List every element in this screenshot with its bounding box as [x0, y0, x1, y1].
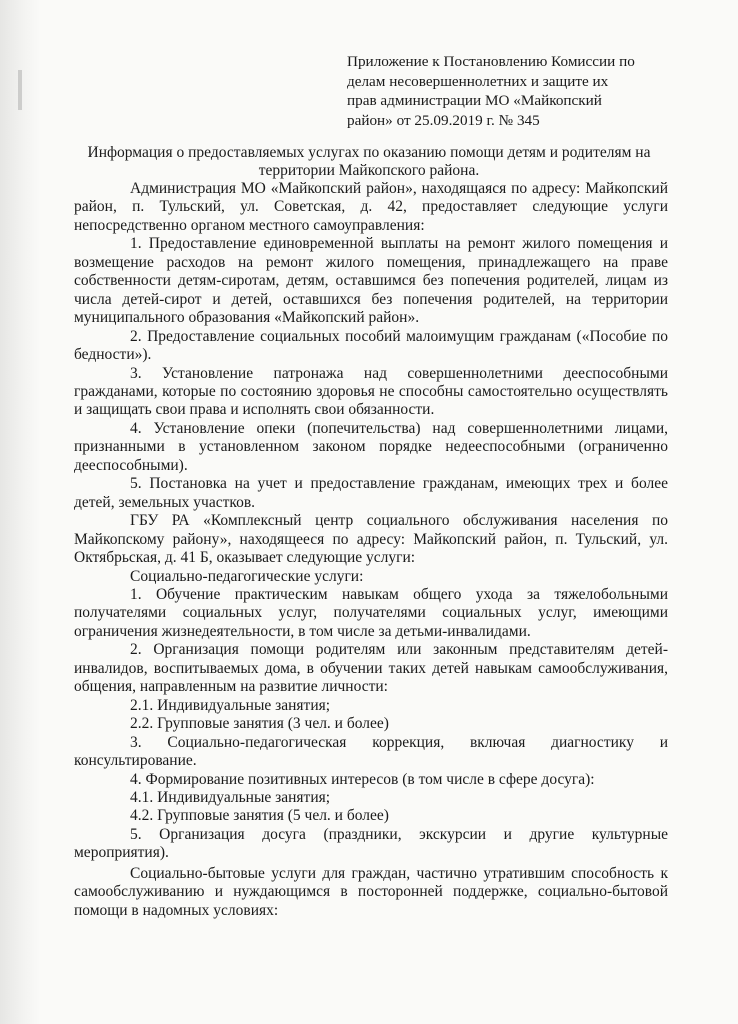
admin-item-4: 4. Установление опеки (попечительства) над совершеннолетними лицами, признанными в установленном законом порядке недееспособными (ограниченно дееспособными). [74, 419, 668, 474]
ped-item-4: 4. Формирование позитивных интересов (в том числе в сфере досуга): [130, 770, 595, 788]
household-services-intro: Социально-бытовые услуги для граждан, частично утратившим способность к самообслуживанию и нуждающимся в посторонней поддержке, социально-бытовой помощи в надомных условиях: [74, 864, 668, 919]
document-title: Информация о предоставляемых услугах по оказанию помощи детям и родителям на территории Майкопского района. [87, 144, 651, 179]
ped-item-3: 3. Социально-педагогическая коррекция, включая диагностику и консультирование. [74, 733, 668, 770]
ped-item-2-sub-1: 2.1. Индивидуальные занятия; [130, 696, 331, 714]
scan-artifact-mark [18, 70, 22, 110]
ped-item-2-sub-2: 2.2. Групповые занятия (3 чел. и более) [130, 715, 389, 733]
annex-line: Приложение к Постановлению Комиссии по [347, 53, 635, 70]
admin-item-3: 3. Установление патронажа над совершеннолетними дееспособными гражданами, которые по состоянию здоровья не способны самостоятельно осуществлять и защищать свои права и исполнять свои обязанности. [74, 364, 668, 419]
pedagogical-services-heading: Социально-педагогические услуги: [130, 567, 364, 585]
annex-line: прав администрации МО «Майкопский [347, 92, 602, 109]
ped-item-4-sub-1: 4.1. Индивидуальные занятия; [130, 788, 331, 806]
ped-item-4-sub-2: 4.2. Групповые занятия (5 чел. и более) [130, 807, 389, 825]
scan-shadow-edge [0, 0, 40, 1024]
admin-item-5: 5. Постановка на учет и предоставление гражданам, имеющих трех и более детей, земельных участков. [74, 475, 668, 511]
ped-item-1: 1. Обучение практическим навыкам общего ухода за тяжелобольными получателями социальных услуг, получателями социальных услуг, имеющими ограничения жизнедеятельности, в том числе за детьми-инвалидами. [74, 585, 668, 640]
ped-item-2: 2. Организация помощи родителям или законным представителям детей-инвалидов, воспитываемых дома, в обучении таких детей навыкам самообслуживания, общения, направленным на развитие личности: [74, 641, 668, 696]
annex-line: делам несовершеннолетних и защите их [347, 72, 609, 90]
center-intro-paragraph: ГБУ РА «Комплексный центр социального обслуживания населения по Майкопскому району», находящееся по адресу: Майкопский район, п. Тульский, ул. Октябрьская, д. 41 Б, оказывает следующие услуги: [74, 512, 668, 567]
admin-intro-paragraph: Администрация МО «Майкопский район», находящаяся по адресу: Майкопский район, п. Тульский, ул. Советская, д. 42, предоставляет следующие услуги непосредственно органом местного самоуправления: [74, 180, 668, 234]
ped-item-5: 5. Организация досуга (праздники, экскурсии и другие культурные мероприятия). [74, 825, 668, 862]
admin-item-1: 1. Предоставление единовременной выплаты на ремонт жилого помещения и возмещение расходов на ремонт жилого помещения, принадлежащего на праве собственности детям-сиротам, детям, оставшимся без попечения родителей, лицам из числа детей-сирот и детей, оставшихся без попечения родителей, на территории муниципального образования «Майкопский район». [74, 235, 668, 327]
annex-line: район» от 25.09.2019 г. № 345 [347, 111, 540, 129]
document-body [74, 180, 668, 920]
admin-item-2: 2. Предоставление социальных пособий малоимущим гражданам («Пособие по бедности»). [74, 327, 668, 364]
annex-header [347, 52, 677, 130]
